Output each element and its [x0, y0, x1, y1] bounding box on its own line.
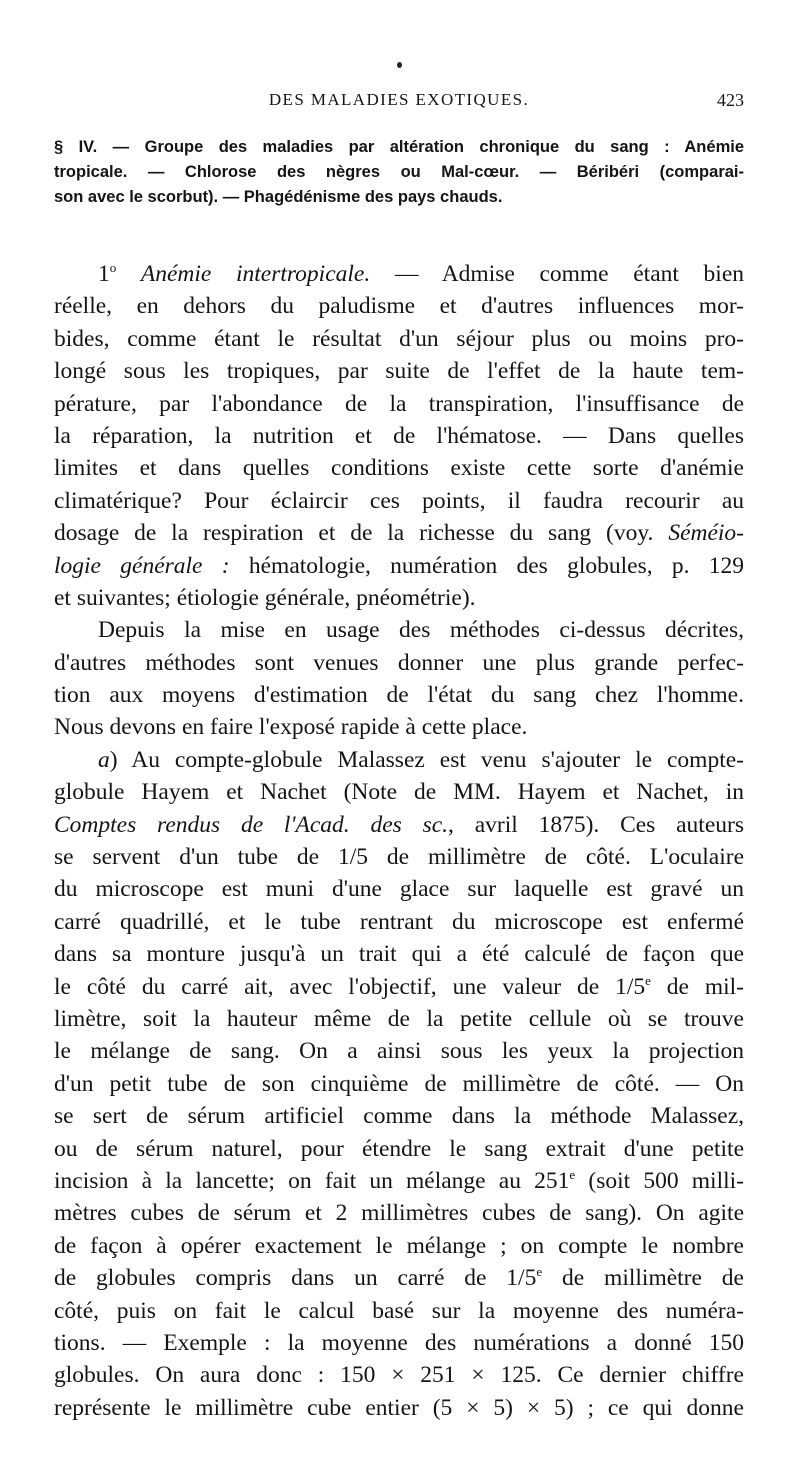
text-line: de façon à opérer exactement le mélange ; on compte le nombre [54, 1232, 744, 1259]
section-heading-line: § IV. — Groupe des maladies par altération chronique du sang : Anémie [54, 138, 744, 156]
running-head [54, 90, 744, 120]
text-line [54, 971, 744, 1003]
ordinal-mark: e [569, 1166, 576, 1182]
running-title: DES MALADIES EXOTIQUES. [268, 90, 530, 109]
text-line: la réparation, la nutrition et de l'hématose. — Dans quelles [54, 422, 744, 449]
section-heading-line: son avec le scorbut). — Phagédénisme des pays chauds. [54, 188, 503, 206]
text-line [54, 809, 744, 841]
text-run-italic: Séméio- [668, 520, 744, 547]
text-line: pérature, par l'abondance de la transpiration, l'insuffisance de [54, 390, 744, 417]
text-run: , avril 1875). Ces auteurs [448, 811, 744, 838]
subsection-title: Anémie intertropicale. [140, 261, 371, 287]
text-line: et suivantes; étiologie générale, pnéométrie). [54, 584, 476, 611]
text-line: ou de sérum naturel, pour étendre le sang extrait d'une petite [54, 1135, 744, 1162]
text-line: dans sa monture jusqu'à un trait qui a été calculé de façon que [54, 941, 744, 968]
text-line: se sert de sérum artificiel comme dans la méthode Malassez, [54, 1103, 744, 1130]
print-speck [397, 62, 402, 68]
text-line: limètre, soit la hauteur même de la petite cellule où se trouve [54, 1005, 744, 1032]
text-run: (soit 500 milli- [575, 1167, 744, 1194]
page-number: 423 [717, 90, 744, 110]
text-run: le côté du carré ait, avec l'objectif, une valeur de 1/5 [54, 973, 646, 1000]
text-line: d'un petit tube de son cinquième de millimètre de côté. — On [54, 1070, 744, 1097]
text-line: tions. — Exemple : la moyenne des numérations a donné 150 [54, 1329, 744, 1356]
text-line: mètres cubes de sérum et 2 millimètres cubes de sang). On agite [54, 1200, 744, 1227]
text-line [54, 550, 744, 582]
text-line: représente le millimètre cube entier (5 × 5) × 5) ; ce qui donne [54, 1394, 744, 1421]
section-heading [54, 135, 744, 210]
text-run: de mil- [650, 973, 745, 1000]
text-line: longé sous les tropiques, par suite de l'effet de la haute tem- [54, 358, 744, 385]
text-line: globule Hayem et Nachet (Note de MM. Hayem et Nachet, in [54, 779, 744, 806]
text-line: limites et dans quelles conditions existe cette sorte d'anémie [54, 455, 744, 482]
text-line: globules. On aura donc : 150 × 251 × 125. Ce dernier chiffre [54, 1362, 744, 1389]
item-letter: a [98, 746, 110, 773]
body-text [54, 258, 744, 1424]
text-run: ) Au compte-globule Malassez est venu s'ajouter le compte- [109, 746, 744, 773]
text-run: — Admise comme étant bien [370, 261, 745, 287]
text-line: climatérique? Pour éclaircir ces points, il faudra recourir au [54, 487, 744, 514]
text-line [54, 517, 744, 549]
text-line [54, 258, 744, 290]
text-run: de globules compris dans un carré de 1/5 [54, 1265, 537, 1292]
text-run-italic: Comptes rendus de l'Acad. des sc. [54, 811, 449, 838]
text-run: hématologie, numération des globules, p. 129 [229, 552, 745, 579]
text-line: côté, puis on fait le calcul basé sur la moyenne des numéra- [54, 1297, 744, 1324]
text-line: se servent d'un tube de 1/5 de millimètre de côté. L'oculaire [54, 844, 744, 871]
text-line: du microscope est muni d'une glace sur laquelle est gravé un [54, 876, 744, 903]
text-line: d'autres méthodes sont venues donner une plus grande perfec- [54, 649, 744, 676]
text-line [54, 1165, 744, 1197]
text-line: carré quadrillé, et le tube rentrant du microscope est enfermé [54, 908, 744, 935]
text-line: Depuis la mise en usage des méthodes ci-dessus décrites, [98, 617, 744, 644]
text-line [54, 1262, 744, 1294]
text-line: tion aux moyens d'estimation de l'état du sang chez l'homme. [54, 682, 744, 709]
text-run: de millimètre de [542, 1265, 744, 1292]
text-run: dosage de la respiration et de la richesse du sang (voy. [54, 520, 669, 547]
text-run: incision à la lancette; on fait un mélange au 251 [54, 1167, 570, 1194]
text-line [54, 744, 744, 776]
text-line: le mélange de sang. On a ainsi sous les yeux la projection [54, 1038, 744, 1065]
ordinal-mark: e [645, 972, 651, 988]
section-heading-line: tropicale. — Chlorose des nègres ou Mal-cœur. — Béribéri (comparai- [54, 163, 744, 181]
text-line: Nous devons en faire l'exposé rapide à cette place. [54, 714, 528, 741]
text-line: réelle, en dehors du paludisme et d'autres influences mor- [54, 293, 744, 320]
degree-mark: o [109, 260, 117, 275]
item-number: 1 [98, 261, 110, 287]
text-line: bides, comme étant le résultat d'un séjour plus ou moins pro- [54, 325, 744, 352]
ordinal-mark: e [536, 1264, 543, 1280]
text-run-italic: logie générale : [54, 552, 230, 579]
